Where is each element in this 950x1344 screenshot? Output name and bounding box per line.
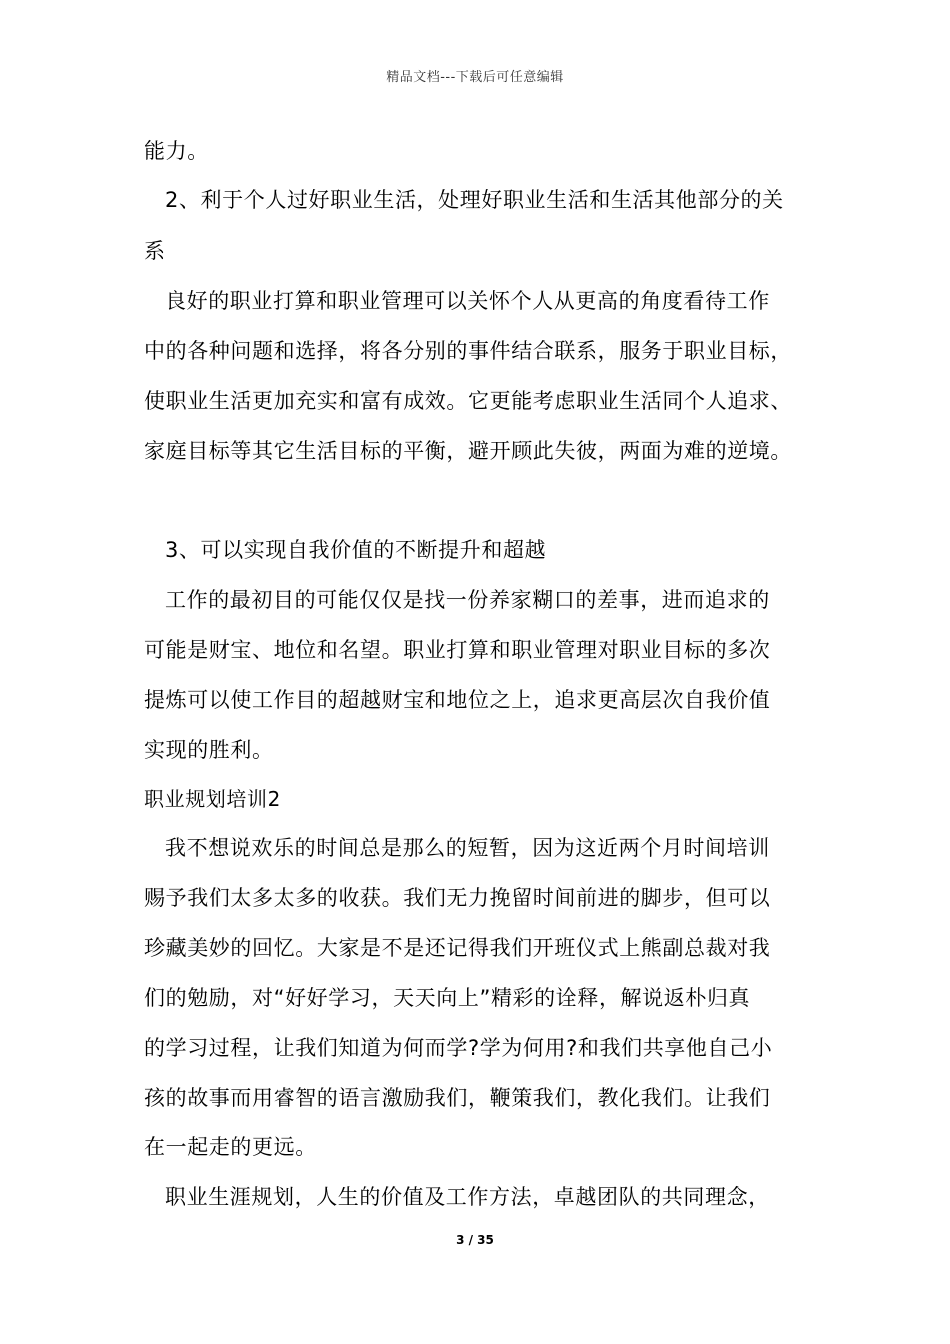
paragraph-line: 赐予我们太多太多的收获。我们无力挽留时间前进的脚步，但可以 bbox=[144, 886, 771, 910]
paragraph-line: 工作的最初目的可能仅仅是找一份养家糊口的差事，进而追求的 bbox=[165, 588, 770, 612]
paragraph-line: 家庭目标等其它生活目标的平衡，避开顾此失彼，两面为难的逆境。 bbox=[144, 439, 792, 463]
section-heading: 2、利于个人过好职业生活，处理好职业生活和生活其他部分的关 bbox=[165, 188, 784, 212]
paragraph-line: 职业生涯规划，人生的价值及工作方法，卓越团队的共同理念， bbox=[165, 1185, 770, 1209]
section-heading: 3、可以实现自我价值的不断提升和超越 bbox=[165, 538, 547, 562]
paragraph-line: 实现的胜利。 bbox=[144, 738, 274, 762]
paragraph-line: 使职业生活更加充实和富有成效。它更能考虑职业生活同个人追求、 bbox=[144, 389, 792, 413]
paragraph-line: 在一起走的更远。 bbox=[144, 1135, 317, 1159]
paragraph-line: 孩的故事而用睿智的语言激励我们，鞭策我们，教化我们。让我们 bbox=[144, 1086, 771, 1110]
paragraph-line: 们的勉励，对“好好学习，天天向上”精彩的诠释，解说返朴归真 bbox=[144, 986, 751, 1010]
article-title: 职业规划培训2 bbox=[144, 787, 281, 811]
paragraph-line: 我不想说欢乐的时间总是那么的短暂，因为这近两个月时间培训 bbox=[165, 836, 770, 860]
paragraph-line: 可能是财宝、地位和名望。职业打算和职业管理对职业目标的多次 bbox=[144, 638, 771, 662]
page-header: 精品文档---下载后可任意编辑 bbox=[386, 70, 564, 85]
paragraph-line: 系 bbox=[144, 239, 166, 263]
paragraph-line: 中的各种问题和选择，将各分别的事件结合联系，服务于职业目标， bbox=[144, 339, 792, 363]
paragraph-line: 的学习过程，让我们知道为何而学?学为何用?和我们共享他自己小 bbox=[144, 1036, 773, 1060]
paragraph-line: 提炼可以使工作目的超越财宝和地位之上，追求更高层次自我价值 bbox=[144, 688, 771, 712]
paragraph-line: 良好的职业打算和职业管理可以关怀个人从更高的角度看待工作 bbox=[165, 289, 770, 313]
paragraph-line: 能力。 bbox=[144, 139, 209, 163]
paragraph-line: 珍藏美妙的回忆。大家是不是还记得我们开班仪式上熊副总裁对我 bbox=[144, 936, 771, 960]
page-number: 3 / 35 bbox=[456, 1233, 494, 1247]
